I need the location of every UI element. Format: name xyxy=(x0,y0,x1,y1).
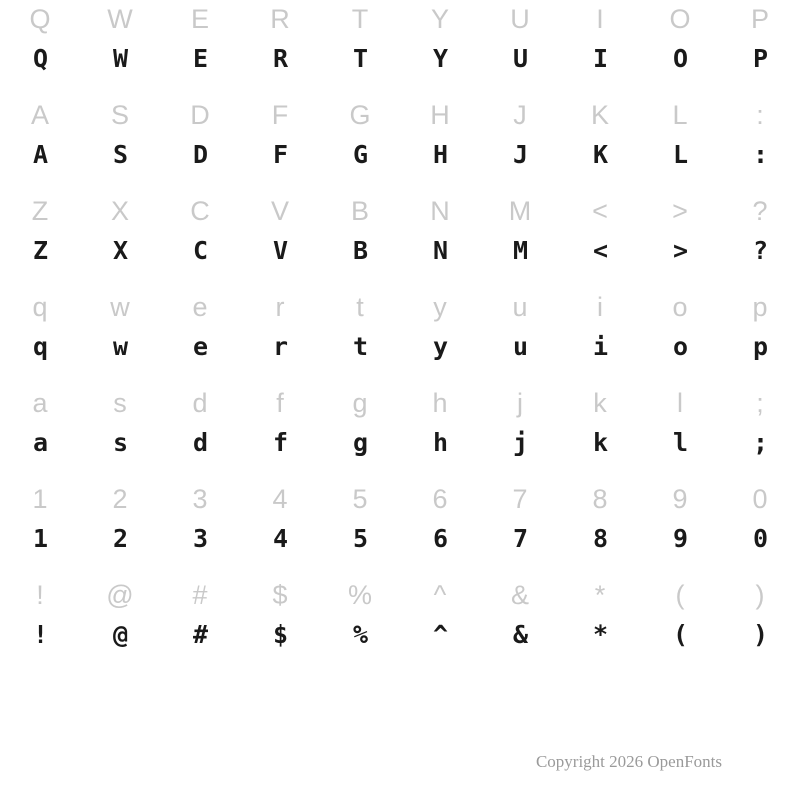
glyph-cell xyxy=(0,384,80,480)
specimen-glyph: Z xyxy=(32,236,48,265)
specimen-glyph: e xyxy=(192,332,208,361)
specimen-glyph: U xyxy=(512,44,528,73)
specimen-glyph: o xyxy=(672,332,688,361)
reference-character: ) xyxy=(755,580,765,610)
glyph-cell xyxy=(640,0,720,96)
reference-character: s xyxy=(113,388,127,418)
glyph-cell xyxy=(240,480,320,576)
specimen-glyph: : xyxy=(752,140,768,169)
glyph-cell xyxy=(640,96,720,192)
reference-character: Q xyxy=(29,4,51,34)
glyph-cell xyxy=(400,288,480,384)
specimen-glyph: l xyxy=(672,428,688,457)
reference-character: ; xyxy=(756,388,764,418)
glyph-cell xyxy=(720,192,800,288)
reference-character: < xyxy=(592,196,608,226)
glyph-cell xyxy=(240,288,320,384)
specimen-glyph: < xyxy=(592,236,608,265)
reference-character: l xyxy=(677,388,683,418)
specimen-glyph: A xyxy=(32,140,48,169)
glyph-cell xyxy=(720,480,800,576)
glyph-cell xyxy=(560,576,640,672)
glyph-cell xyxy=(720,288,800,384)
glyph-cell xyxy=(80,0,160,96)
glyph-cell xyxy=(480,96,560,192)
glyph-cell xyxy=(240,384,320,480)
glyph-cell xyxy=(320,480,400,576)
glyph-cell xyxy=(320,384,400,480)
specimen-glyph: % xyxy=(352,620,368,649)
glyph-cell xyxy=(0,96,80,192)
reference-character: O xyxy=(669,4,691,34)
specimen-glyph: B xyxy=(352,236,368,265)
glyph-cell xyxy=(240,0,320,96)
copyright-notice: Copyright 2026 OpenFonts xyxy=(535,752,722,771)
reference-character: D xyxy=(190,100,210,130)
specimen-glyph: j xyxy=(512,428,528,457)
specimen-glyph: k xyxy=(592,428,608,457)
reference-character: B xyxy=(350,196,369,226)
reference-character: j xyxy=(517,388,523,418)
glyph-cell xyxy=(640,384,720,480)
reference-character: * xyxy=(594,580,606,610)
glyph-cell xyxy=(400,192,480,288)
specimen-glyph: P xyxy=(752,44,768,73)
reference-character: $ xyxy=(272,580,288,610)
specimen-glyph: ! xyxy=(32,620,48,649)
reference-character: g xyxy=(352,388,368,418)
reference-character: q xyxy=(32,292,48,322)
reference-character: : xyxy=(756,100,764,130)
specimen-glyph: 3 xyxy=(192,524,208,553)
glyph-cell xyxy=(400,384,480,480)
glyph-cell xyxy=(640,480,720,576)
specimen-glyph: y xyxy=(432,332,448,361)
glyph-cell xyxy=(240,192,320,288)
specimen-glyph: 4 xyxy=(272,524,288,553)
specimen-glyph: F xyxy=(272,140,288,169)
reference-character: V xyxy=(270,196,289,226)
reference-character: X xyxy=(110,196,129,226)
specimen-glyph: I xyxy=(592,44,608,73)
reference-character: H xyxy=(430,100,450,130)
glyph-cell xyxy=(480,0,560,96)
glyph-cell xyxy=(80,480,160,576)
glyph-cell xyxy=(400,96,480,192)
glyph-cell xyxy=(560,288,640,384)
glyph-cell xyxy=(720,576,800,672)
reference-character: t xyxy=(356,292,364,322)
glyph-cell xyxy=(80,288,160,384)
specimen-glyph: 0 xyxy=(752,524,768,553)
reference-character: u xyxy=(512,292,528,322)
reference-character: Z xyxy=(31,196,49,226)
specimen-glyph: 5 xyxy=(352,524,368,553)
reference-character: % xyxy=(347,580,372,610)
glyph-cell xyxy=(0,480,80,576)
glyph-cell xyxy=(0,0,80,96)
specimen-glyph: Q xyxy=(32,44,48,73)
glyph-cell xyxy=(400,576,480,672)
specimen-glyph: T xyxy=(352,44,368,73)
reference-character: S xyxy=(110,100,129,130)
specimen-glyph: N xyxy=(432,236,448,265)
specimen-glyph: M xyxy=(512,236,528,265)
reference-character: Y xyxy=(430,4,449,34)
specimen-glyph: d xyxy=(192,428,208,457)
glyph-cell xyxy=(480,288,560,384)
reference-character: d xyxy=(192,388,208,418)
reference-character: F xyxy=(271,100,289,130)
specimen-glyph: u xyxy=(512,332,528,361)
reference-character: # xyxy=(192,580,208,610)
specimen-glyph: 1 xyxy=(32,524,48,553)
specimen-glyph: q xyxy=(32,332,48,361)
reference-character: E xyxy=(190,4,209,34)
glyph-cell xyxy=(0,192,80,288)
glyph-cell xyxy=(160,288,240,384)
glyph-cell xyxy=(80,96,160,192)
reference-character: ^ xyxy=(433,580,447,610)
specimen-glyph: S xyxy=(112,140,128,169)
specimen-glyph: * xyxy=(592,620,608,649)
reference-character: 1 xyxy=(32,484,48,514)
reference-character: y xyxy=(433,292,447,322)
reference-character: 7 xyxy=(512,484,528,514)
specimen-glyph: g xyxy=(352,428,368,457)
specimen-glyph: > xyxy=(672,236,688,265)
specimen-glyph: O xyxy=(672,44,688,73)
reference-character: @ xyxy=(106,580,134,610)
glyph-cell xyxy=(720,0,800,96)
specimen-glyph: R xyxy=(272,44,288,73)
reference-character: 0 xyxy=(752,484,768,514)
reference-character: h xyxy=(432,388,448,418)
reference-character: I xyxy=(596,4,604,34)
reference-character: G xyxy=(349,100,371,130)
reference-character: & xyxy=(510,580,529,610)
reference-character: o xyxy=(672,292,688,322)
glyph-cell xyxy=(160,384,240,480)
specimen-glyph: 7 xyxy=(512,524,528,553)
glyph-cell xyxy=(400,0,480,96)
reference-character: 5 xyxy=(352,484,368,514)
reference-character: M xyxy=(508,196,532,226)
glyph-cell xyxy=(160,0,240,96)
specimen-glyph: ( xyxy=(672,620,688,649)
specimen-glyph: ; xyxy=(752,428,768,457)
glyph-cell xyxy=(80,384,160,480)
specimen-glyph: 8 xyxy=(592,524,608,553)
glyph-cell xyxy=(480,384,560,480)
glyph-cell xyxy=(320,288,400,384)
glyph-cell xyxy=(80,576,160,672)
reference-character: 2 xyxy=(112,484,128,514)
specimen-glyph: 2 xyxy=(112,524,128,553)
specimen-glyph: W xyxy=(112,44,128,73)
reference-character: P xyxy=(750,4,769,34)
glyph-cell xyxy=(560,96,640,192)
glyph-cell xyxy=(320,0,400,96)
specimen-glyph: # xyxy=(192,620,208,649)
glyph-cell xyxy=(560,192,640,288)
specimen-glyph: r xyxy=(272,332,288,361)
glyph-cell xyxy=(0,288,80,384)
specimen-glyph: $ xyxy=(272,620,288,649)
reference-character: ( xyxy=(675,580,685,610)
specimen-glyph: J xyxy=(512,140,528,169)
glyph-cell xyxy=(240,576,320,672)
specimen-glyph: E xyxy=(192,44,208,73)
reference-character: f xyxy=(276,388,284,418)
glyph-cell xyxy=(640,576,720,672)
specimen-glyph: a xyxy=(32,428,48,457)
glyph-cell xyxy=(320,192,400,288)
reference-character: C xyxy=(190,196,210,226)
glyph-cell xyxy=(400,480,480,576)
specimen-glyph: Y xyxy=(432,44,448,73)
specimen-glyph: ? xyxy=(752,236,768,265)
reference-character: 3 xyxy=(192,484,208,514)
reference-character: T xyxy=(351,4,369,34)
reference-character: p xyxy=(752,292,768,322)
specimen-glyph: V xyxy=(272,236,288,265)
specimen-glyph: ) xyxy=(752,620,768,649)
specimen-glyph: w xyxy=(112,332,128,361)
glyph-cell xyxy=(160,96,240,192)
reference-character: > xyxy=(672,196,688,226)
specimen-glyph: C xyxy=(192,236,208,265)
reference-character: A xyxy=(30,100,49,130)
reference-character: J xyxy=(513,100,527,130)
specimen-glyph: L xyxy=(672,140,688,169)
reference-character: ! xyxy=(36,580,44,610)
reference-character: r xyxy=(275,292,285,322)
specimen-glyph: h xyxy=(432,428,448,457)
reference-character: U xyxy=(510,4,530,34)
reference-character: ? xyxy=(752,196,768,226)
reference-character: e xyxy=(192,292,208,322)
glyph-cell xyxy=(480,576,560,672)
glyph-cell xyxy=(160,576,240,672)
specimen-glyph: @ xyxy=(112,620,128,649)
glyph-cell xyxy=(720,384,800,480)
reference-character: i xyxy=(597,292,603,322)
reference-character: 6 xyxy=(432,484,448,514)
glyph-cell xyxy=(720,96,800,192)
reference-character: W xyxy=(107,4,133,34)
reference-character: K xyxy=(590,100,609,130)
specimen-glyph: H xyxy=(432,140,448,169)
glyph-cell xyxy=(560,480,640,576)
specimen-glyph: G xyxy=(352,140,368,169)
reference-character: L xyxy=(672,100,688,130)
reference-character: w xyxy=(110,292,130,322)
reference-character: N xyxy=(430,196,450,226)
glyph-cell xyxy=(320,96,400,192)
specimen-glyph: p xyxy=(752,332,768,361)
glyph-cell xyxy=(160,480,240,576)
glyph-cell xyxy=(160,192,240,288)
reference-character: 8 xyxy=(592,484,608,514)
glyph-cell xyxy=(80,192,160,288)
reference-character: k xyxy=(593,388,607,418)
glyph-cell xyxy=(560,384,640,480)
specimen-glyph: s xyxy=(112,428,128,457)
specimen-glyph: K xyxy=(592,140,608,169)
reference-character: 4 xyxy=(272,484,288,514)
specimen-glyph: X xyxy=(112,236,128,265)
glyph-cell xyxy=(640,288,720,384)
specimen-glyph: i xyxy=(592,332,608,361)
glyph-cell xyxy=(0,576,80,672)
reference-character: 9 xyxy=(672,484,688,514)
glyph-cell xyxy=(240,96,320,192)
reference-character: R xyxy=(270,4,290,34)
glyph-cell xyxy=(480,480,560,576)
glyph-cell xyxy=(640,192,720,288)
specimen-glyph: & xyxy=(512,620,528,649)
specimen-glyph: ^ xyxy=(432,620,448,649)
glyph-cell xyxy=(320,576,400,672)
specimen-glyph: t xyxy=(352,332,368,361)
glyph-cell xyxy=(560,0,640,96)
specimen-glyph: f xyxy=(272,428,288,457)
specimen-glyph: 6 xyxy=(432,524,448,553)
specimen-glyph: 9 xyxy=(672,524,688,553)
specimen-glyph: D xyxy=(192,140,208,169)
reference-character: a xyxy=(32,388,48,418)
glyph-cell xyxy=(480,192,560,288)
